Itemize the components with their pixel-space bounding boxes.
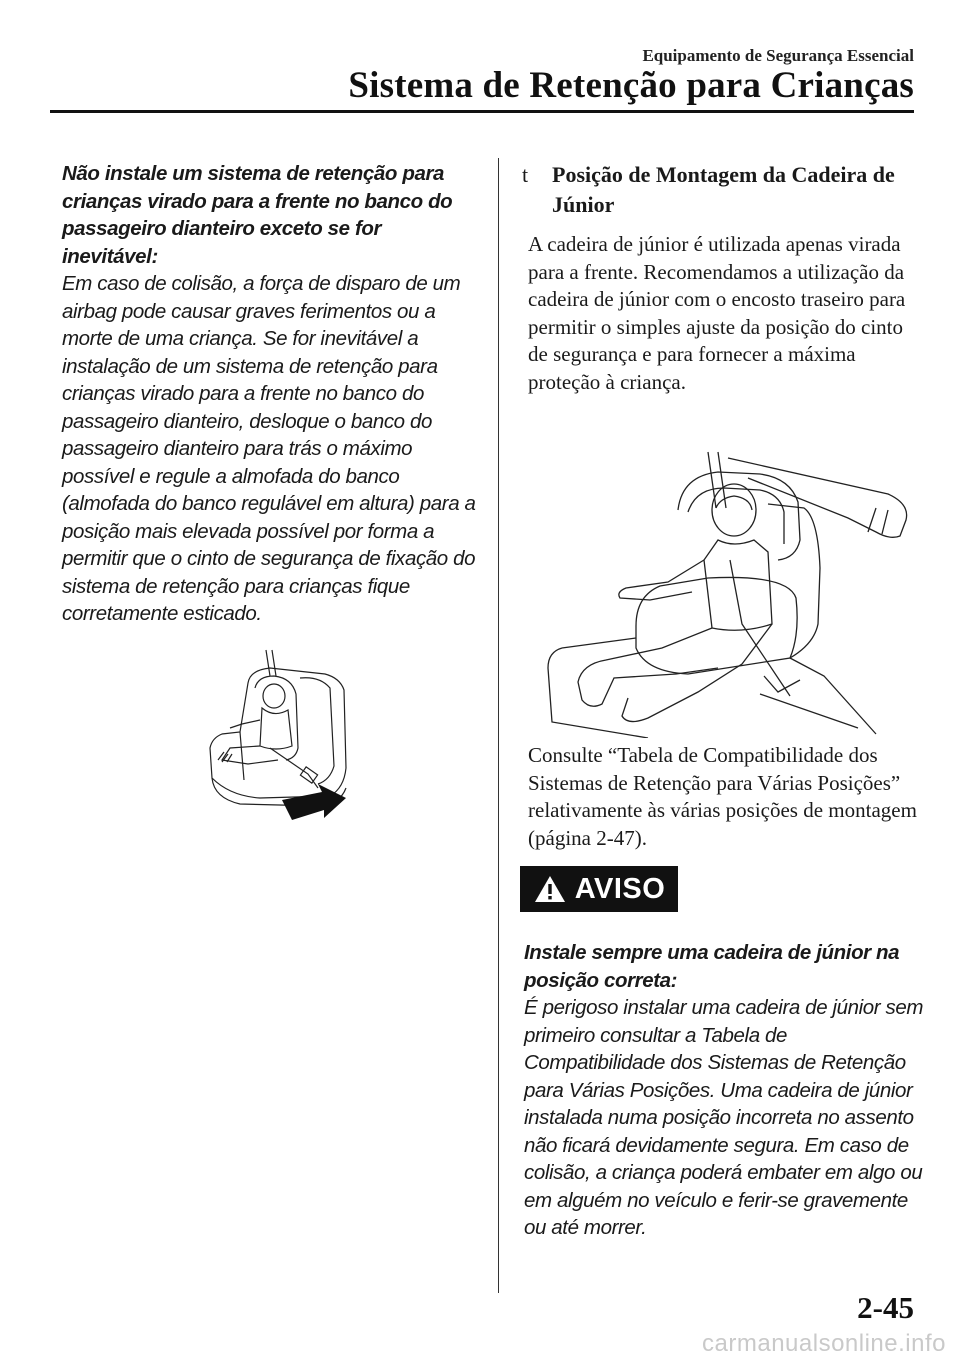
section-bullet: t <box>522 162 529 187</box>
page-number: 2-45 <box>857 1290 914 1325</box>
child-seat-forward-illustration <box>200 648 360 823</box>
page-title: Sistema de Retenção para Crianças <box>348 65 914 106</box>
section-title: Posição de Montagem da Cadeira de Júnior <box>552 162 895 217</box>
left-warning-heading: Não instale um sistema de retenção para crianças virado para a frente no banco do passageiro dianteiro exceto se for inevitável: <box>62 162 453 268</box>
right-warning-heading: Instale sempre uma cadeira de júnior na posição correta: <box>524 941 900 992</box>
aviso-badge <box>520 866 678 912</box>
left-warning-body: Em caso de colisão, a força de disparo de um airbag pode causar graves ferimentos ou a morte de uma criança. Se for inevitável a instalação de um sistema de retenção para crianças virado para a frente no banco do passageiro dianteiro, desloque o banco do passageiro dianteiro para trás o máximo possível e regule a almofada do banco (almofada do banco regulável em altura) para a posição mais elevada possível por forma a permitir que o cinto de segurança de fixação do sistema de retenção para crianças fique corretamente esticado. <box>62 272 476 625</box>
column-divider <box>498 158 499 1293</box>
section-heading <box>522 160 922 220</box>
aviso-label: AVISO <box>574 872 666 905</box>
warning-triangle-icon <box>533 874 567 904</box>
right-warning-text <box>524 939 924 1242</box>
junior-seat-illustration <box>528 448 918 738</box>
left-warning-text <box>62 160 480 628</box>
header-rule <box>50 110 914 113</box>
forward-arrow <box>282 784 346 820</box>
right-warning-body: É perigoso instalar uma cadeira de júnior sem primeiro consultar a Tabela de Compatibilidade dos Sistemas de Retenção para Várias Posições. Uma cadeira de júnior instalada numa posição incorreta no assento não ficará devidamente segura. Em caso de colisão, a criança poderá embater em algo ou em alguém no veículo e ferir-se gravemente ou até morrer. <box>524 996 924 1239</box>
paragraph-compatibility-reference: Consulte “Tabela de Compatibilidade dos Sistemas de Retenção para Várias Posições” relativamente às várias posições de montagem (página 2-47). <box>528 743 917 850</box>
watermark-text: carmanualsonline.info <box>702 1330 946 1357</box>
paragraph-junior-seat: A cadeira de júnior é utilizada apenas virada para a frente. Recomendamos a utilização da cadeira de júnior com o encosto traseiro para permitir o simples ajuste da posição do cinto de segurança e para fornecer a máxima proteção à criança. <box>528 232 906 394</box>
header-subtitle: Equipamento de Segurança Essencial <box>642 46 914 65</box>
